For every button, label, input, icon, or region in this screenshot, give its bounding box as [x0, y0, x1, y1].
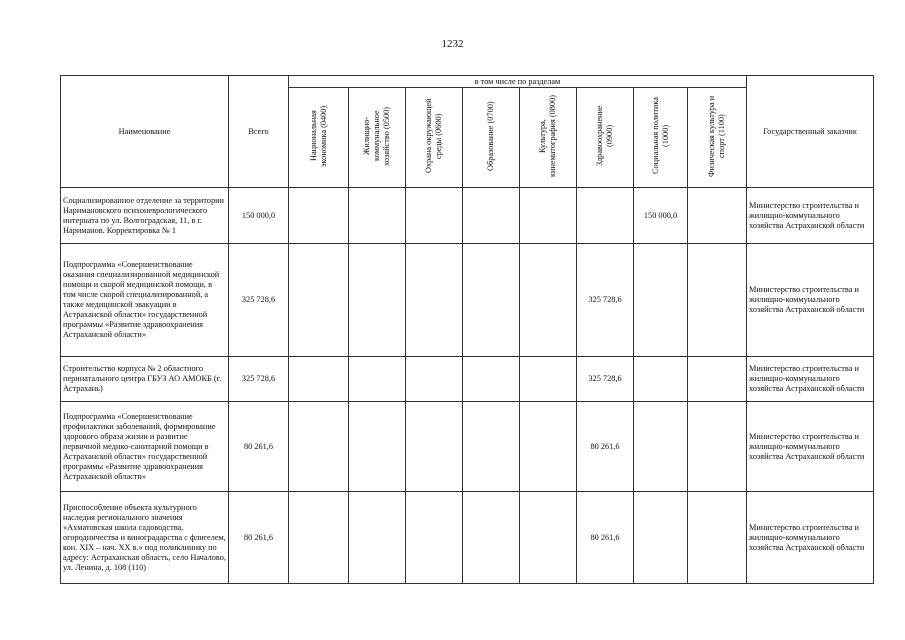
row-section-value	[289, 244, 349, 357]
row-section-value	[688, 492, 747, 584]
row-section-value	[289, 188, 349, 244]
row-section-value: 80 261,6	[577, 402, 634, 492]
row-section-value	[406, 492, 463, 584]
row-section-value	[289, 357, 349, 402]
column-header-section	[463, 88, 520, 188]
row-section-value	[289, 492, 349, 584]
row-section-value	[349, 357, 406, 402]
column-header-section	[688, 88, 747, 188]
row-section-value	[688, 402, 747, 492]
column-header-section	[349, 88, 406, 188]
table-row	[61, 402, 874, 492]
row-customer: Министерство строительства и жилищно-коммунального хозяйства Астраханской области	[747, 492, 874, 584]
table-row	[61, 357, 874, 402]
table-row	[61, 188, 874, 244]
section-label: Культура, кинематография (0800)	[538, 95, 557, 177]
row-total: 150 000,0	[229, 188, 289, 244]
row-section-value	[349, 492, 406, 584]
section-label: Национальная экономика (0400)	[308, 105, 328, 167]
row-section-value	[463, 188, 520, 244]
row-section-value	[520, 244, 577, 357]
row-section-value: 325 728,6	[577, 244, 634, 357]
row-section-value	[406, 402, 463, 492]
row-section-value	[688, 357, 747, 402]
row-section-value	[577, 188, 634, 244]
column-header-customer: Государственный заказчик	[747, 76, 874, 188]
row-section-value	[463, 492, 520, 584]
row-section-value	[688, 188, 747, 244]
row-section-value	[688, 244, 747, 357]
section-label: Охрана окружающей среды (0600)	[424, 98, 443, 174]
row-name: Приспособление объекта культурного наследия регионального значения «Ахматовская школа садоводства, огородничества и виноградарства с флигелем, кон. XIX – нач. XX в.» под поликлинику по адресу: Астраханская область, село Началово, ул. Ленина, д. 108 (110)	[61, 492, 229, 584]
column-group-sections: в том числе по разделам	[289, 76, 747, 88]
column-header-section	[577, 88, 634, 188]
row-section-value	[463, 244, 520, 357]
section-label: Социальная политика (1000)	[650, 97, 670, 175]
row-section-value: 325 728,6	[577, 357, 634, 402]
section-label: Жилищно-коммунальное хозяйство (0500)	[362, 106, 391, 166]
section-label: Здравоохранение (0900)	[595, 105, 614, 167]
page-number: 1232	[441, 38, 464, 50]
table-row	[61, 244, 874, 357]
row-customer: Министерство строительства и жилищно-коммунального хозяйства Астраханской области	[747, 188, 874, 244]
row-section-value	[634, 402, 688, 492]
row-section-value	[520, 492, 577, 584]
row-section-value	[634, 244, 688, 357]
row-section-value	[406, 244, 463, 357]
header-row-1	[61, 76, 874, 88]
row-section-value	[349, 188, 406, 244]
row-customer: Министерство строительства и жилищно-коммунального хозяйства Астраханской области	[747, 402, 874, 492]
table-row	[61, 492, 874, 584]
row-section-value	[463, 357, 520, 402]
column-header-section	[406, 88, 463, 188]
row-customer: Министерство строительства и жилищно-коммунального хозяйства Астраханской области	[747, 357, 874, 402]
budget-table	[60, 75, 874, 584]
column-header-section	[289, 88, 349, 188]
row-section-value	[520, 357, 577, 402]
column-header-section	[634, 88, 688, 188]
row-section-value	[634, 357, 688, 402]
column-header-total: Всего	[229, 76, 289, 188]
row-total: 325 728,6	[229, 244, 289, 357]
row-section-value	[520, 188, 577, 244]
row-customer: Министерство строительства и жилищно-коммунального хозяйства Астраханской области	[747, 244, 874, 357]
row-section-value	[289, 402, 349, 492]
row-section-value	[406, 188, 463, 244]
row-section-value: 80 261,6	[577, 492, 634, 584]
row-section-value	[634, 492, 688, 584]
row-name: Подпрограмма «Совершенствование профилактики заболеваний, формирование здорового образа жизни и развитие первичной медико-санитарной помощи в Астраханской области» государственной программы «Развитие здравоохранения Астраханской области»	[61, 402, 229, 492]
row-section-value	[349, 244, 406, 357]
row-section-value	[406, 357, 463, 402]
row-section-value	[520, 402, 577, 492]
row-name: Строительство корпуса № 2 областного перинатального центра ГБУЗ АО АМОКБ (г. Астрахань)	[61, 357, 229, 402]
column-header-name: Наименование	[61, 76, 229, 188]
row-total: 80 261,6	[229, 492, 289, 584]
row-section-value	[349, 402, 406, 492]
row-name: Подпрограмма «Совершенствование оказания специализированной медицинской помощи и скорой медицинской помощи, в том числе скорой специализированной, а также медицинской эвакуации в Астраханской области» государственной программы «Развитие здравоохранения Астраханской области»	[61, 244, 229, 357]
row-section-value	[463, 402, 520, 492]
section-label: Образование (0700)	[486, 101, 495, 171]
row-name: Социализированное отделение за территории Наримановского психоневрологического интерната по ул. Волгоградская, 11, в г. Нариманов. Корректировка № 1	[61, 188, 229, 244]
section-label: Физическая культура и спорт (1100)	[707, 95, 726, 177]
row-section-value: 150 000,0	[634, 188, 688, 244]
column-header-section	[520, 88, 577, 188]
row-total: 325 728,6	[229, 357, 289, 402]
row-total: 80 261,6	[229, 402, 289, 492]
